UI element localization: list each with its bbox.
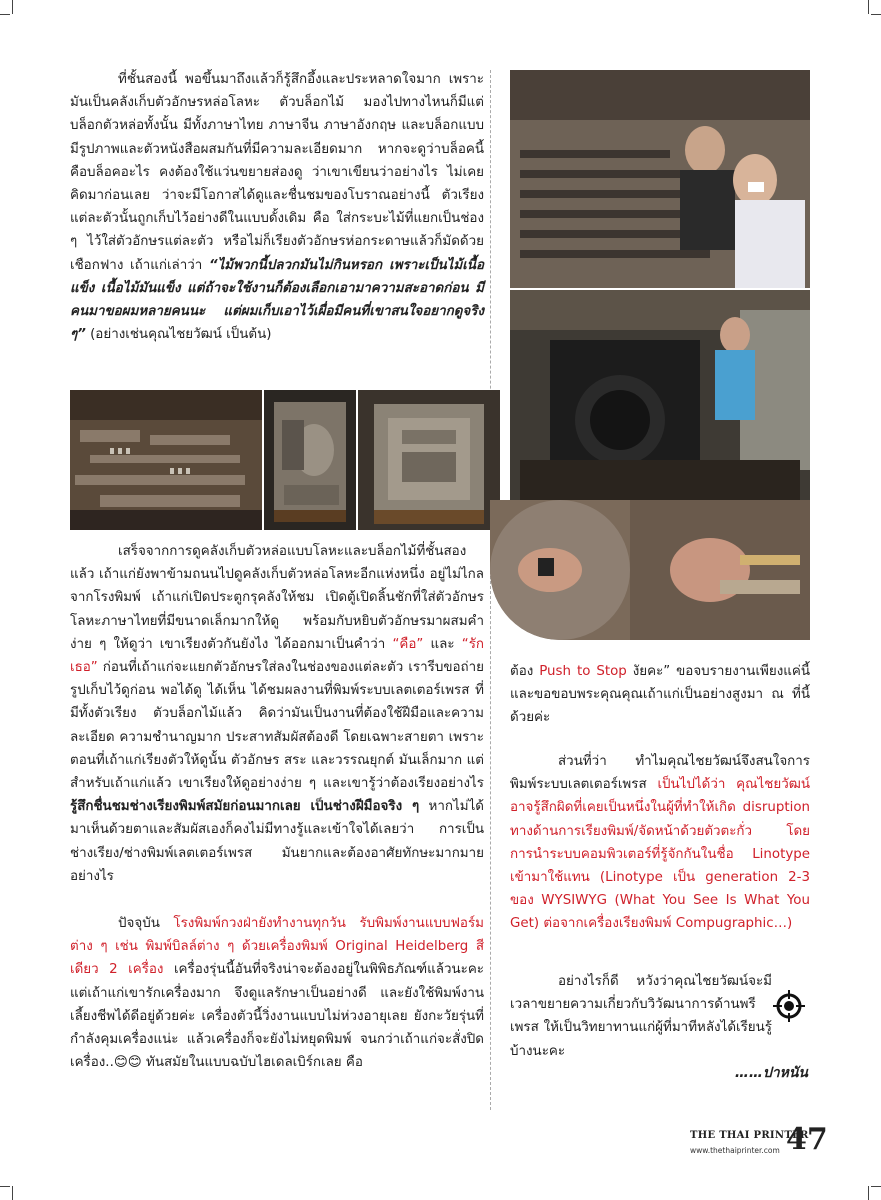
paragraph-conclusion bbox=[510, 970, 772, 1063]
crop-mark bbox=[0, 14, 10, 15]
crop-mark bbox=[0, 1186, 10, 1187]
footer-brand: THE THAI PRINTER bbox=[690, 1130, 809, 1141]
photo-woodblock-portrait bbox=[264, 390, 356, 530]
paragraph-text: ที่ชั้นสองนี้ พอขึ้นมาถึงแล้วก็รู้สึกอึ้งและประหลาดใจมาก เพราะมันเป็นคลังเก็บตัวอักษรหล่อโลหะ ตัวบล็อกไม้ มองไปทางไหนก็มีแต่บล็อกตัวหล่อทั้งนั้น มีทั้งภาษาไทย ภาษาจีน ภาษาอังกฤษ และบล็อกแบบมีรูปภาพและตัวหนังสือผสมกันที่มีความละเอียดมาก หากจะดูว่าบล็อคนี้คือบล็อคอะไร คงต้องใช้แว่นขยายส่องดู ว่าเขาเขียนว่าอย่างไร ไม่เคยคิดมาก่อนเลย ว่าจะมีโอกาสได้ดูและชื่นชมของโบราณอย่างนี้ ตัวเรียงแต่ละตัวนั้นถูกเก็บไว้อย่างดีในแบบดั้งเดิม คือ ใส่กระบะไม้ที่แยกเป็นช่อง ๆ ไว้ใส่ตัวอักษรแต่ละตัว หรือไม่ก็เรียงตัวอักษรห่อกระดาษแล้วก็มัดด้วยเชือกฟาง เถ้าแก่เล่าว่า bbox=[70, 72, 484, 273]
crop-mark bbox=[868, 1186, 869, 1200]
paragraph-upstairs-storage bbox=[70, 68, 484, 346]
paragraph-second-warehouse bbox=[70, 540, 484, 888]
paragraph-text: ส่วนที่ว่า ทำไมคุณไชยวัฒน์จึงสนใจการพิมพ์ระบบเลตเตอร์เพรส bbox=[510, 754, 810, 793]
photo-woodblock-label bbox=[358, 390, 500, 530]
paragraph-letterpress-interest bbox=[510, 750, 810, 936]
paragraph-closing bbox=[510, 660, 810, 730]
crop-mark bbox=[12, 1186, 13, 1200]
highlight-text: Push to Stop bbox=[539, 664, 627, 679]
paragraph-present-day bbox=[70, 912, 484, 1074]
crop-mark bbox=[871, 1186, 881, 1187]
highlight-text: โรงพิมพ์กวงฝ่ายังทำงานทุกวัน รับพิมพ์งานแบบฟอร์มต่าง ๆ เช่น พิมพ์บิลล์ต่าง ๆ ด้วยเครื่องพิมพ์ Original Heidelberg สีเดียว 2 เครื่อง bbox=[70, 916, 484, 978]
paragraph-text: เครื่องรุ่นนี้อันที่จริงน่าจะต้องอยู่ในพิพิธภัณฑ์แล้วนะคะ แต่เถ้าแก่เขารักเครื่องมาก จึงดูแลรักษาเป็นอย่างดี และยังใช้พิมพ์งานเลี้ยงชีพได้ดีอยู่ด้วยค่ะ เครื่องตัวนี้วิ่งงานแบบไม่ห่วงอายุเลย ยังกะวัยรุ่นที่กำลังคุมเครื่องแน่ะ แล้วเครื่องก็จะยังไม่หยุดพิมพ์ จนกว่าเถ้าแก่จะสั่งปิดเครื่อง..😊😊 ทันสมัยในแบบฉบับไฮเดลเบิร์กเลย คือ bbox=[70, 962, 484, 1071]
bold-text: รู้สึกชื่นชมช่างเรียงพิมพ์สมัยก่อนมากเลย เป็นช่างฝีมือจริง ๆ bbox=[70, 799, 420, 815]
photo-type-trays bbox=[70, 390, 262, 530]
paragraph-text: ปัจจุบัน bbox=[118, 916, 174, 931]
paragraph-text: งัยคะ” ขอจบรายงานเพียงแค่นี้ และขอขอบพระคุณคุณเถ้าแก่เป็นอย่างสูงมา ณ ที่นี้ด้วยค่ะ bbox=[510, 664, 810, 726]
photo-visitors-type-cases bbox=[510, 70, 810, 288]
paragraph-text: เสร็จจากการดูคลังเก็บตัวหล่อแบบโลหะและบล็อกไม้ที่ชั้นสองแล้ว เถ้าแก่ยังพาข้ามถนนไปดูคลังเก็บตัวหล่อโลหะอีกแห่งหนึ่ง อยู่ไม่ไกลจากโรงพิมพ์ เถ้าแก่เปิดประตูกรุคลังให้ชม เปิดตู้เปิดลิ้นชักที่ใส่ตัวอักษรโลหะภาษาไทยที่มีขนาดเล็กมากให้ดู พร้อมกับหยิบตัวอักษรมาผสมคำง่าย ๆ ให้ดูว่า เขาเรียงตัวกันยังไง ได้ออกมาเป็นคำว่า bbox=[70, 544, 484, 652]
crop-mark bbox=[868, 0, 869, 14]
paragraph-text: หากไม่ได้มาเห็นด้วยตาและสัมผัสเองก็คงไม่มีทางรู้และเข้าใจได้เลยว่า การเป็นช่างเรียง/ช่างพิมพ์เลตเตอร์เพรส มันยากและต้องอาศัยทักษะมากมายอย่างไร bbox=[70, 799, 484, 884]
target-icon bbox=[772, 989, 806, 1023]
photo-printing-press-operator bbox=[510, 290, 810, 500]
crop-mark bbox=[871, 14, 881, 15]
author-signature: ……ปาหนัน bbox=[734, 1065, 808, 1081]
crop-mark bbox=[12, 0, 13, 14]
photo-hands-holding-type bbox=[490, 500, 810, 640]
page-number: 47 bbox=[786, 1122, 828, 1157]
paragraph-text: ต้อง bbox=[510, 664, 540, 679]
highlight-word: “คือ” bbox=[392, 636, 424, 652]
footer-url[interactable]: www.thethaiprinter.com bbox=[690, 1146, 780, 1155]
paragraph-text: ก่อนที่เถ้าแก่จะแยกตัวอักษรใส่ลงในช่องของแต่ละตัว เรารีบขอถ่ายรูปเก็บไว้ดูก่อน พอได้ดู ได้เห็น ได้ชมผลงานที่พิมพ์ระบบเลตเตอร์เพรส ที่มีทั้งตัวเรียง ตัวบล็อกไม้แล้ว คิดว่ามันเป็นงานที่ต้องใช้ฝีมือและความละเอียด ความชำนาญมาก ประสาทสัมผัสต้องดี โดยเฉพาะสายตา เพราะตอนที่เถ้าแก่เรียงตัวให้ดูนั้น ตัวอักษร สระ และวรรณยุกต์ มันเล็กมาก แต่สำหรับเถ้าแก่แล้ว เขาเรียงให้ดูอย่างง่าย ๆ และเขารู้ว่าต้องเรียงอย่างไร bbox=[70, 660, 484, 792]
owner-quote: “ไม้พวกนี้ปลวกมันไม่กินหรอก เพราะเป็นไม้เนื้อแข็ง เนื้อไม้มันแข็ง แต่ถ้าจะใช้งานก็ต้องเลือกเอามาความสะอาดก่อน มีคนมาขอผมหลายคนนะ แต่ผมเก็บเอาไว้เผื่อมีคนที่เขาสนใจอยากดูจริง ๆ” bbox=[70, 257, 484, 343]
highlight-word: “รักเธอ” bbox=[70, 636, 485, 676]
paragraph-text: และ bbox=[423, 636, 462, 652]
paragraph-text: อย่างไรก็ดี หวังว่าคุณไชยวัฒน์จะมีเวลาขยายความเกี่ยวกับวิวัฒนาการด้านพรีเพรส ให้เป็นวิทยาทานแก่ผู้ที่มาทีหลังได้เรียนรู้บ้างนะคะ bbox=[510, 974, 772, 1059]
highlight-text: เป็นไปได้ว่า คุณไชยวัฒน์อาจรู้สึกผิดที่เคยเป็นหนึ่งในผู้ที่ทำให้เกิด disruption ทางด้านการเรียงพิมพ์/จัดหน้าด้วยตัวตะกั่ว โดยการนำระบบคอมพิวเตอร์ที่รู้จักกันในชื่อ Linotype เข้ามาใช้แทน (Linotype เป็น generation 2-3 ของ WYSIWYG (What You See Is What You Get) ต่อจากเครื่องเรียงพิมพ์ Compugraphic…) bbox=[510, 777, 810, 932]
paragraph-text: (อย่างเช่นคุณไชยวัฒน์ เป็นต้น) bbox=[85, 327, 272, 343]
column-divider bbox=[490, 70, 491, 1110]
